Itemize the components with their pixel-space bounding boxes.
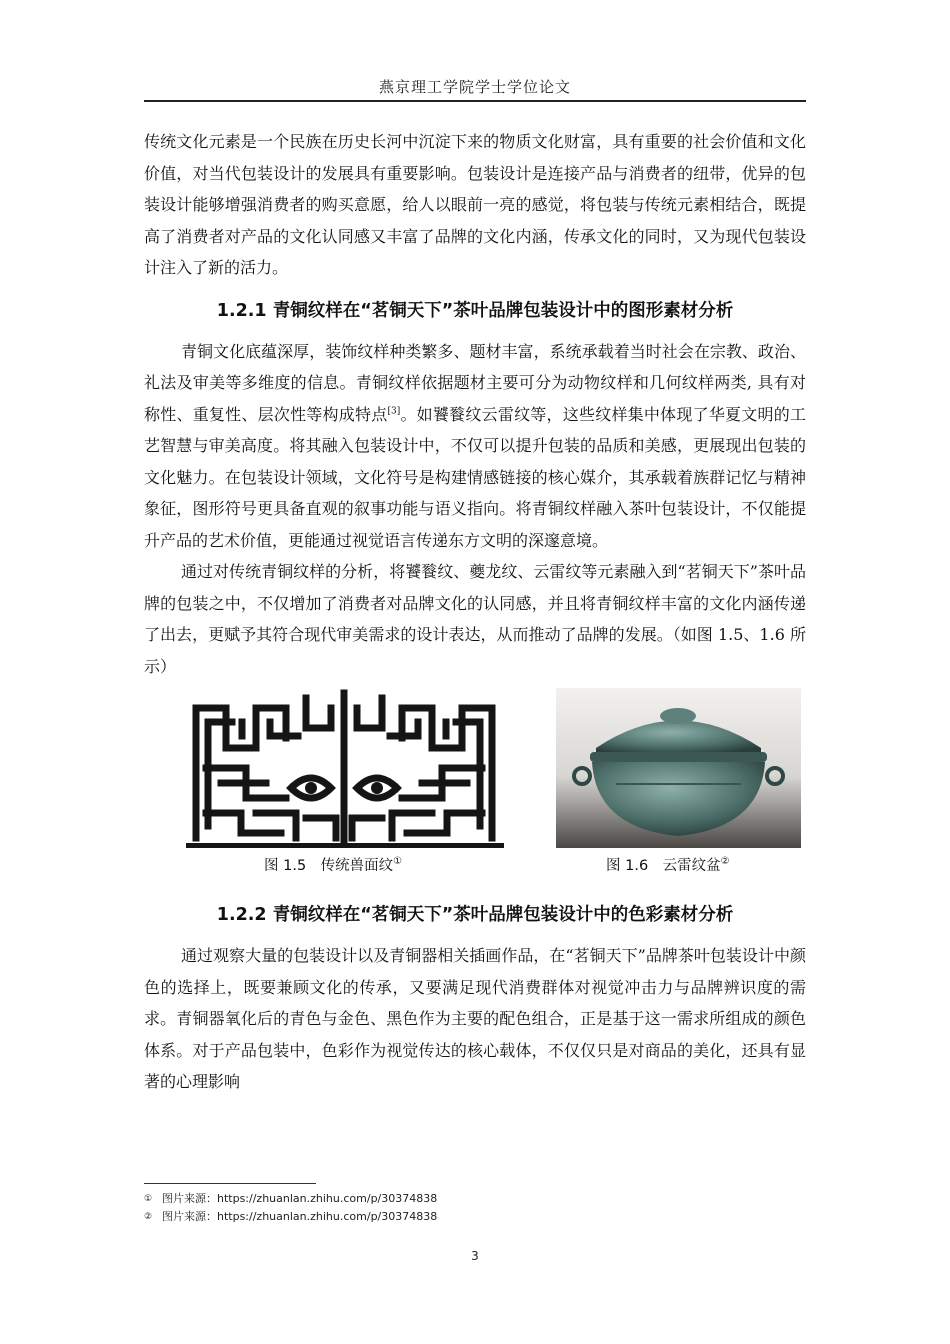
footnote-mark: ① xyxy=(144,1194,153,1204)
footnote-text: 图片来源：https://zhuanlan.zhihu.com/p/30374838 xyxy=(162,1210,438,1223)
header-rule xyxy=(144,100,806,102)
footnote-ref[interactable]: ① xyxy=(393,856,403,868)
caption-text: 图 1.5 传统兽面纹 xyxy=(264,858,394,874)
body-content xyxy=(144,126,806,1098)
figure-row xyxy=(144,688,806,888)
page-header-title: 燕京理工学院学士学位论文 xyxy=(378,78,571,96)
footnote-rule xyxy=(144,1183,316,1184)
footnotes xyxy=(144,1190,806,1226)
figure-1-6-caption xyxy=(606,854,730,875)
section-heading-1-2-1: 1.2.1 青铜纹样在“茗铜天下”茶叶品牌包装设计中的图形素材分析 xyxy=(216,300,734,321)
citation-ref[interactable]: [3] xyxy=(387,406,401,417)
section-1-2-1-paragraph-1 xyxy=(144,336,806,557)
footnote-item xyxy=(144,1190,806,1208)
section-1-2-2-paragraph-1: 通过观察大量的包装设计以及青铜器相关插画作品，在“茗铜天下”品牌茶叶包装设计中颜色的选择上，既要兼顾文化的传承，又要满足现代消费群体对视觉冲击力与品牌辨识度的需求。青铜器氧化后的青色与金色、黑色作为主要的配色组合，正是基于这一需求所组成的颜色体系。对于产品包装中，色彩作为视觉传达的核心载体，不仅仅只是对商品的美化，还具有显著的心理影响 xyxy=(144,946,806,1091)
page-number: 3 xyxy=(471,1249,479,1263)
caption-text: 图 1.6 云雷纹盆 xyxy=(606,858,721,874)
taotie-pattern-image xyxy=(186,688,504,848)
figure-1-5-caption xyxy=(264,854,402,875)
footnote-mark: ② xyxy=(144,1212,153,1222)
intro-paragraph: 传统文化元素是一个民族在历史长河中沉淀下来的物质文化财富，具有重要的社会价值和文化价值，对当代包装设计的发展具有重要影响。包装设计是连接产品与消费者的纽带，优异的包装设计能够增强消费者的购买意愿，给人以眼前一亮的感觉，将包装与传统元素相结合，既提高了消费者对产品的文化认同感又丰富了品牌的文化内涵，传承文化的同时，又为现代包装设计注入了新的活力。 xyxy=(144,132,806,277)
footnote-item xyxy=(144,1208,806,1226)
para-text: 。如饕餮纹云雷纹等，这些纹样集中体现了华夏文明的工艺智慧与审美高度。将其融入包装设计中，不仅可以提升包装的品质和美感，更展现出包装的文化魅力。在包装设计领域，文化符号是构建情感链接的核心媒介，其承载着族群记忆与精神象征，图形符号更具备直观的叙事功能与语义指向。将青铜纹样融入茶叶包装设计，不仅能提升产品的艺术价值，更能通过视觉语言传递东方文明的深邃意境。 xyxy=(144,404,806,550)
para-text: 青铜文化底蕴深厚，装饰纹样种类繁多、题材丰富，系统承载着当时社会在宗教、政治、礼法及审美等多维度的信息。青铜纹样依据题材主要可分为动物纹样和几何纹样两类, 具有对称性、重复性、层次性等构成特点 xyxy=(144,341,806,424)
footnote-ref[interactable]: ② xyxy=(720,856,730,868)
footnote-text: 图片来源：https://zhuanlan.zhihu.com/p/30374838 xyxy=(162,1192,438,1205)
cloud-thunder-basin-image xyxy=(556,688,801,848)
section-1-2-1-paragraph-2: 通过对传统青铜纹样的分析，将饕餮纹、夔龙纹、云雷纹等元素融入到“茗铜天下”茶叶品牌的包装之中，不仅增加了消费者对品牌文化的认同感，并且将青铜纹样丰富的文化内涵传递了出去，更赋予其符合现代审美需求的设计表达，从而推动了品牌的发展。（如图 1.5、1.6 所示） xyxy=(144,562,806,676)
section-heading-1-2-2: 1.2.2 青铜纹样在“茗铜天下”茶叶品牌包装设计中的色彩素材分析 xyxy=(216,905,734,925)
